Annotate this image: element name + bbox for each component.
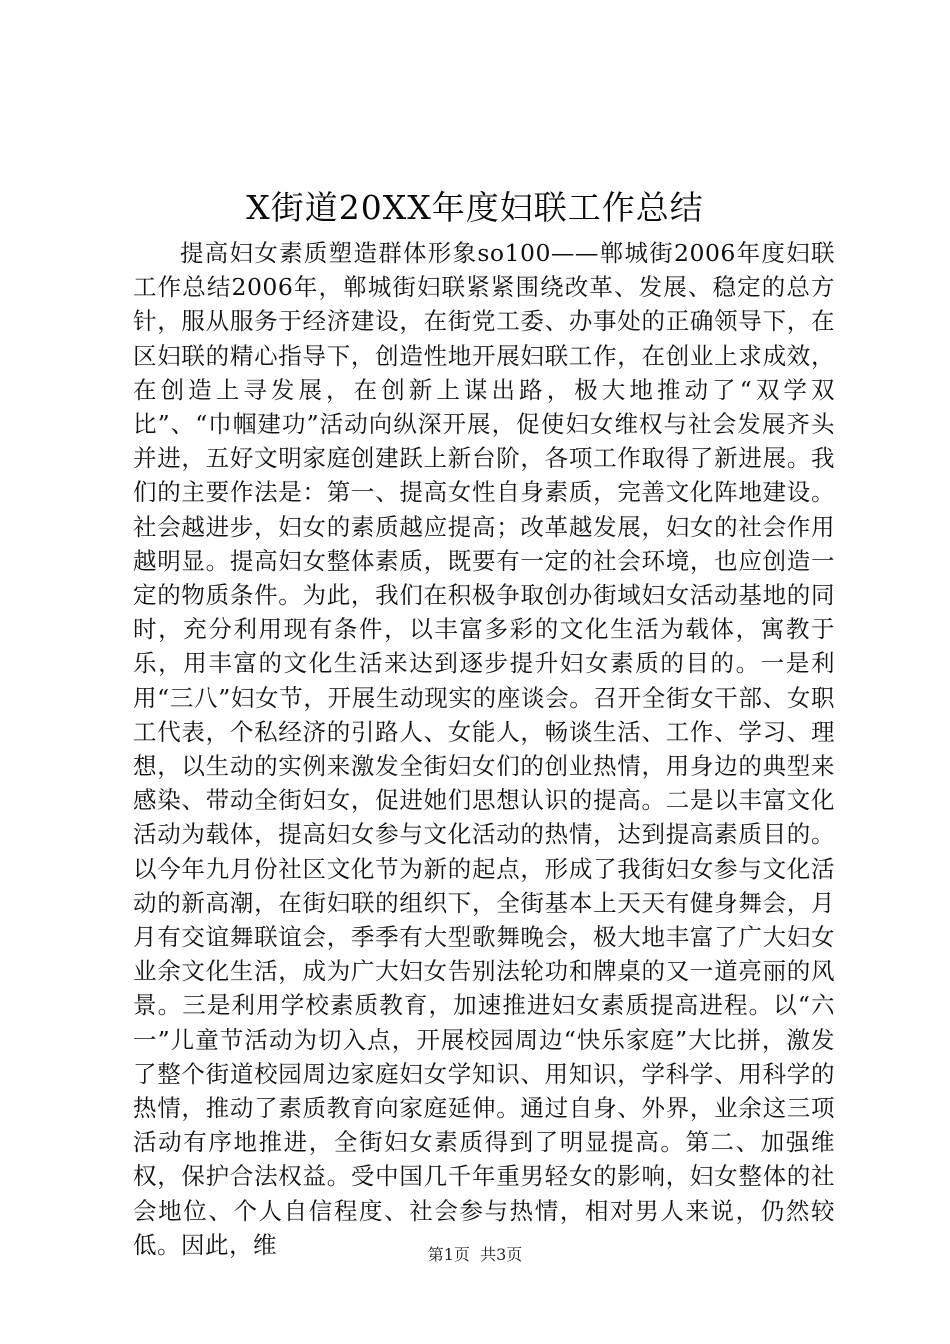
document-title: X街道20XX年度妇联工作总结 — [246, 188, 704, 227]
page-footer — [0, 1243, 950, 1267]
page-number-label: 第1页 共3页 — [427, 1245, 523, 1264]
document-body-paragraph: 提高妇女素质塑造群体形象so100——郸城街2006年度妇联工作总结2006年，郸城街妇联紧紧围绕改革、发展、稳定的总方针，服从服务于经济建设，在街党工委、办事处的正确领导下，在区妇联的精心指导下，创造性地开展妇联工作，在创业上求成效，在创造上寻发展，在创新上谋出路，极大地推动了“双学双比”、“巾帼建功”活动向纵深开展，促使妇女维权与社会发展齐头并进，五好文明家庭创建跃上新台阶，各项工作取得了新进展。我们的主要作法是：第一、提高女性自身素质，完善文化阵地建设。社会越进步，妇女的素质越应提高；改革越发展，妇女的社会作用越明显。提高妇女整体素质，既要有一定的社会环境，也应创造一定的物质条件。为此，我们在积极争取创办街域妇女活动基地的同时，充分利用现有条件，以丰富多彩的文化生活为载体，寓教于乐，用丰富的文化生活来达到逐步提升妇女素质的目的。一是利用“三八”妇女节，开展生动现实的座谈会。召开全街女干部、女职工代表，个私经济的引路人、女能人，畅谈生活、工作、学习、理想，以生动的实例来激发全街妇女们的创业热情，用身边的典型来感染、带动全街妇女，促进她们思想认识的提高。二是以丰富文化活动为载体，提高妇女参与文化活动的热情，达到提高素质目的。以今年九月份社区文化节为新的起点，形成了我街妇女参与文化活动的新高潮，在街妇联的组织下，全街基本上天天有健身舞会，月月有交谊舞联谊会，季季有大型歌舞晚会，极大地丰富了广大妇女业余文化生活，成为广大妇女告别法轮功和牌桌的又一道亮丽的风景。三是利用学校素质教育，加速推进妇女素质提高进程。以“六一”儿童节活动为切入点，开展校园周边“快乐家庭”大比拼，激发了整个街道校园周边家庭妇女学知识、用知识，学科学、用科学的热情，推动了素质教育向家庭延伸。通过自身、外界，业余这三项活动有序地推进，全街妇女素质得到了明显提高。第二、加强维权，保护合法权益。受中国几千年重男轻女的影响，妇女整体的社会地位、个人自信程度、社会参与热情，相对男人来说，仍然较低。因此，维 — [133, 239, 835, 1259]
